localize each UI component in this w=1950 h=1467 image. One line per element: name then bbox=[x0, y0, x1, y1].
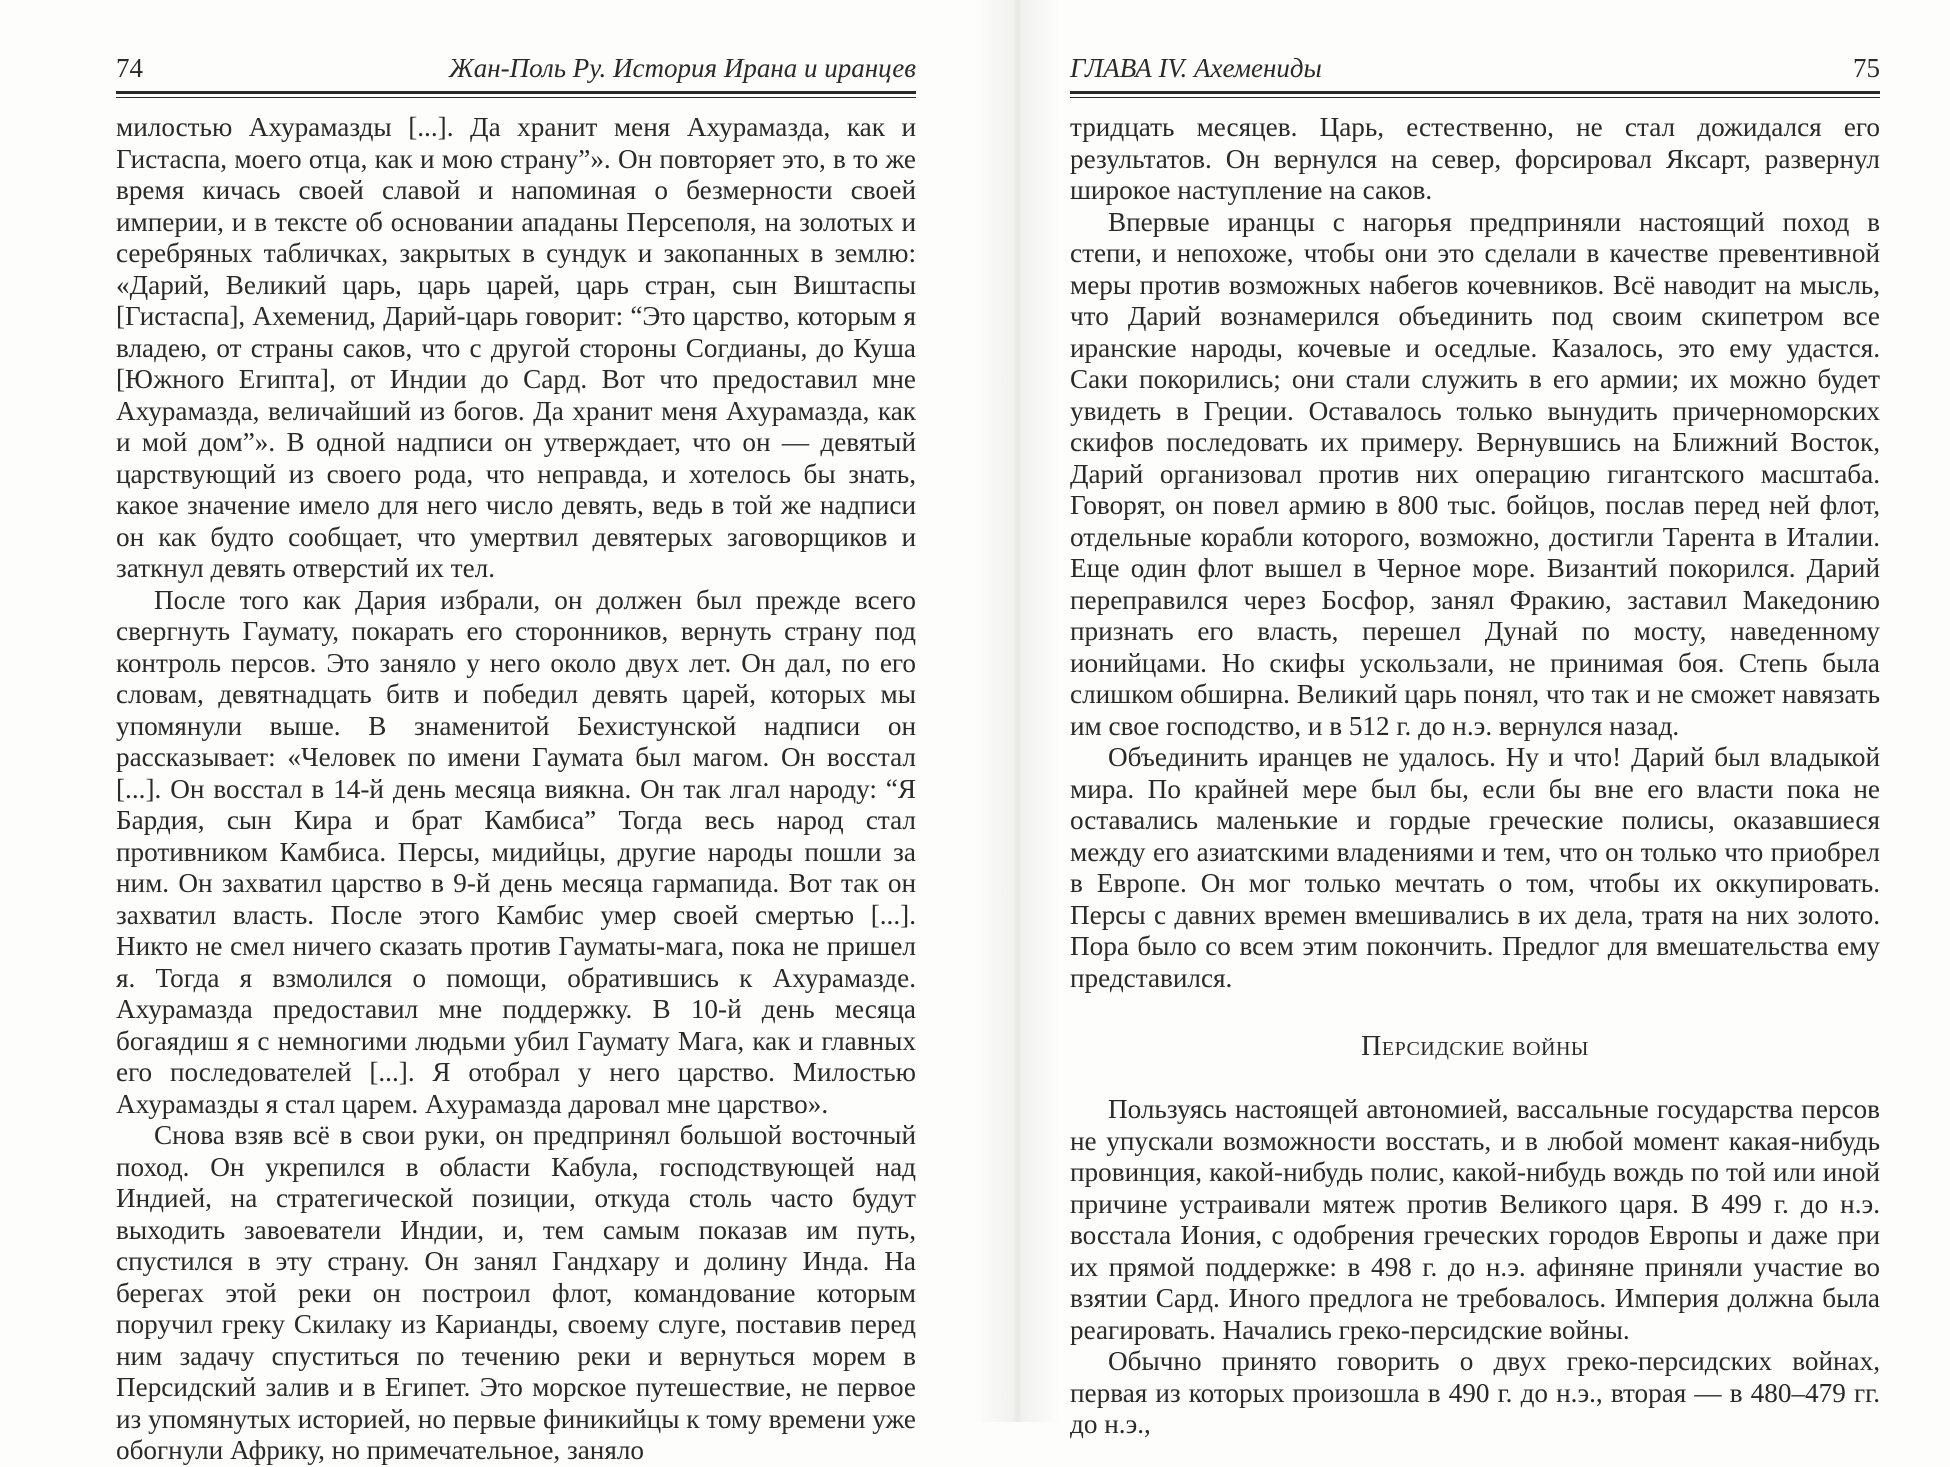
right-running-head-title: ГЛАВА IV. Ахемениды bbox=[1070, 53, 1322, 83]
left-running-header bbox=[116, 48, 916, 88]
left-paragraph-1: милостью Ахурамазды [...]. Да хранит меня Ахурамазда, как и Гистаспа, моего отца, как и мою страну”». Он повторяет это, в то же время кичась своей славой и напоминая о безмерности своей империи, и в тексте об основании ападаны Персеполя, на золотых и серебряных табличках, закрытых в сундук и закопанных в землю: «Дарий, Великий царь, царь царей, царь стран, сын Виштаспы [Гистаспа], Ахеменид, Дарий-царь говорит: “Это царство, которым я владею, от страны саков, что с другой стороны Согдианы, до Куша [Южного Египта], от Индии до Сард. Вот что предоставил мне Ахурамазда, величайший из богов. Да хранит меня Ахурамазда, как и мой дом”». В одной надписи он утверждает, что он — девятый царствующий из своего рода, что неправда, и хотелось бы знать, какое значение имело для него число девять, ведь в той же надписи он как будто сообщает, что умертвил девятерых заговорщиков и заткнул девять отверстий их тел. bbox=[116, 112, 916, 583]
left-paragraph-3: Снова взяв всё в свои руки, он предпринял большой восточный поход. Он укрепился в области Кабула, господствующей над Индией, на стратегической позиции, откуда столь часто будут выходить завоеватели Индии, и, тем самым показав им путь, спустился в эту страну. Он занял Гандхару и долину Инда. На берегах этой реки он построил флот, командование которым поручил греку Скилаку из Карианды, своему слуге, поставив перед ним задачу спуститься по течению реки и вернуться морем в Персидский залив и в Египет. Это морское путешествие, не первое из упомянутых историей, но первые финикийцы к тому времени уже обогнули Африку, но примечательное, заняло bbox=[116, 1120, 916, 1465]
right-header-rule bbox=[1070, 91, 1880, 94]
left-page bbox=[0, 0, 975, 1465]
right-running-header bbox=[1070, 48, 1880, 88]
right-page bbox=[1060, 0, 1950, 1439]
right-header-rule-thin bbox=[1070, 97, 1880, 98]
left-page-body bbox=[116, 112, 916, 1467]
left-header-rule bbox=[116, 91, 916, 94]
right-paragraph-1: тридцать месяцев. Царь, естественно, не стал дожидался его результатов. Он вернулся на север, форсировал Яксарт, развернул широкое наступление на саков. bbox=[1070, 112, 1880, 205]
right-paragraph-5: Обычно принято говорить о двух греко-персидских войнах, первая из которых произошла в 490 г. до н.э., вторая — в 480–479 гг. до н.э., bbox=[1070, 1346, 1880, 1439]
right-page-number: 75 bbox=[1853, 53, 1880, 83]
left-page-number: 74 bbox=[116, 53, 143, 83]
right-paragraph-3: Объединить иранцев не удалось. Ну и что! Дарий был владыкой мира. По крайней мере был бы, если бы вне его власти пока не оставались маленькие и гордые греческие полисы, оказавшиеся между его азиатскими владениями и тем, что он только что приобрел в Европе. Он мог только мечтать о том, чтобы их оккупировать. Персы с давних времен вмешивались в их дела, тратя на них золото. Пора было со всем этим покончить. Предлог для вмешательства ему представился. bbox=[1070, 742, 1880, 993]
right-page-body bbox=[1070, 112, 1880, 1441]
left-paragraph-2: После того как Дария избрали, он должен был прежде всего свергнуть Гаумату, покарать его сторонников, вернуть страну под контроль персов. Это заняло у него около двух лет. Он дал, по его словам, девятнадцать битв и победил девять царей, которых мы упомянули выше. В знаменитой Бехистунской надписи он рассказывает: «Человек по имени Гаумата был магом. Он восстал [...]. Он восстал в 14-й день месяца виякна. Он так лгал народу: “Я Бардия, сын Кира и брат Камбиса” Тогда весь народ стал противником Камбиса. Персы, мидийцы, другие народы пошли за ним. Он захватил царство в 9-й день месяца гармапида. Вот так он захватил власть. После этого Камбис умер своей смертью [...]. Никто не смел ничего сказать против Гауматы-мага, пока не пришел я. Тогда я взмолился о помощи, обратившись к Ахурамазде. Ахурамазда предоставил мне поддержку. В 10-й день месяца богаядиш я с немногими людьми убил Гаумату Мага, как и главных его последователей [...]. Я отобрал у него царство. Милостью Ахурамазды я стал царем. Ахурамазда даровал мне царство». bbox=[116, 584, 916, 1119]
right-paragraph-2: Впервые иранцы с нагорья предприняли настоящий поход в степи, и непохоже, чтобы они это сделали в качестве превентивной меры против возможных набегов кочевников. Всё наводит на мысль, что Дарий вознамерился объединить под своим скипетром все иранские народы, кочевые и оседлые. Казалось, это ему удастся. Саки покорились; они стали служить в его армии; их можно будет увидеть в Греции. Оставалось только вынудить причерноморских скифов последовать их примеру. Вернувшись на Ближний Восток, Дарий организовал против них операцию гигантского масштаба. Говорят, он повел армию в 800 тыс. бойцов, послав перед ней флот, отдельные корабли которого, возможно, достигли Тарента в Италии. Еще один флот вышел в Черное море. Византий покорился. Дарий переправился через Босфор, занял Фракию, заставил Македонию признать его власть, перешел Дунай по мосту, наведенному ионийцами. Но скифы ускользали, не принимая боя. Степь была слишком обширна. Великий царь понял, что так и не сможет навязать им свое господство, и в 512 г. до н.э. вернулся назад. bbox=[1070, 206, 1880, 741]
book-gutter bbox=[975, 0, 1060, 1422]
section-heading: Персидские войны bbox=[1361, 1031, 1589, 1062]
left-header-rule-thin bbox=[116, 97, 916, 98]
right-paragraph-4: Пользуясь настоящей автономией, вассальные государства персов не упускали возможности восстать, и в любой момент какая-нибудь провинция, какой-нибудь полис, какой-нибудь вождь по той или иной причине устраивали мятеж против Великого царя. В 499 г. до н.э. восстала Иония, с одобрения греческих городов Европы и даже при их прямой поддержке: в 498 г. до н.э. афиняне приняли участие во взятии Сард. Иного предлога не требовалось. Империя должна была реагировать. Начались греко-персидские войны. bbox=[1070, 1094, 1880, 1345]
left-running-head-title: Жан-Поль Ру. История Ирана и иранцев bbox=[449, 53, 916, 83]
